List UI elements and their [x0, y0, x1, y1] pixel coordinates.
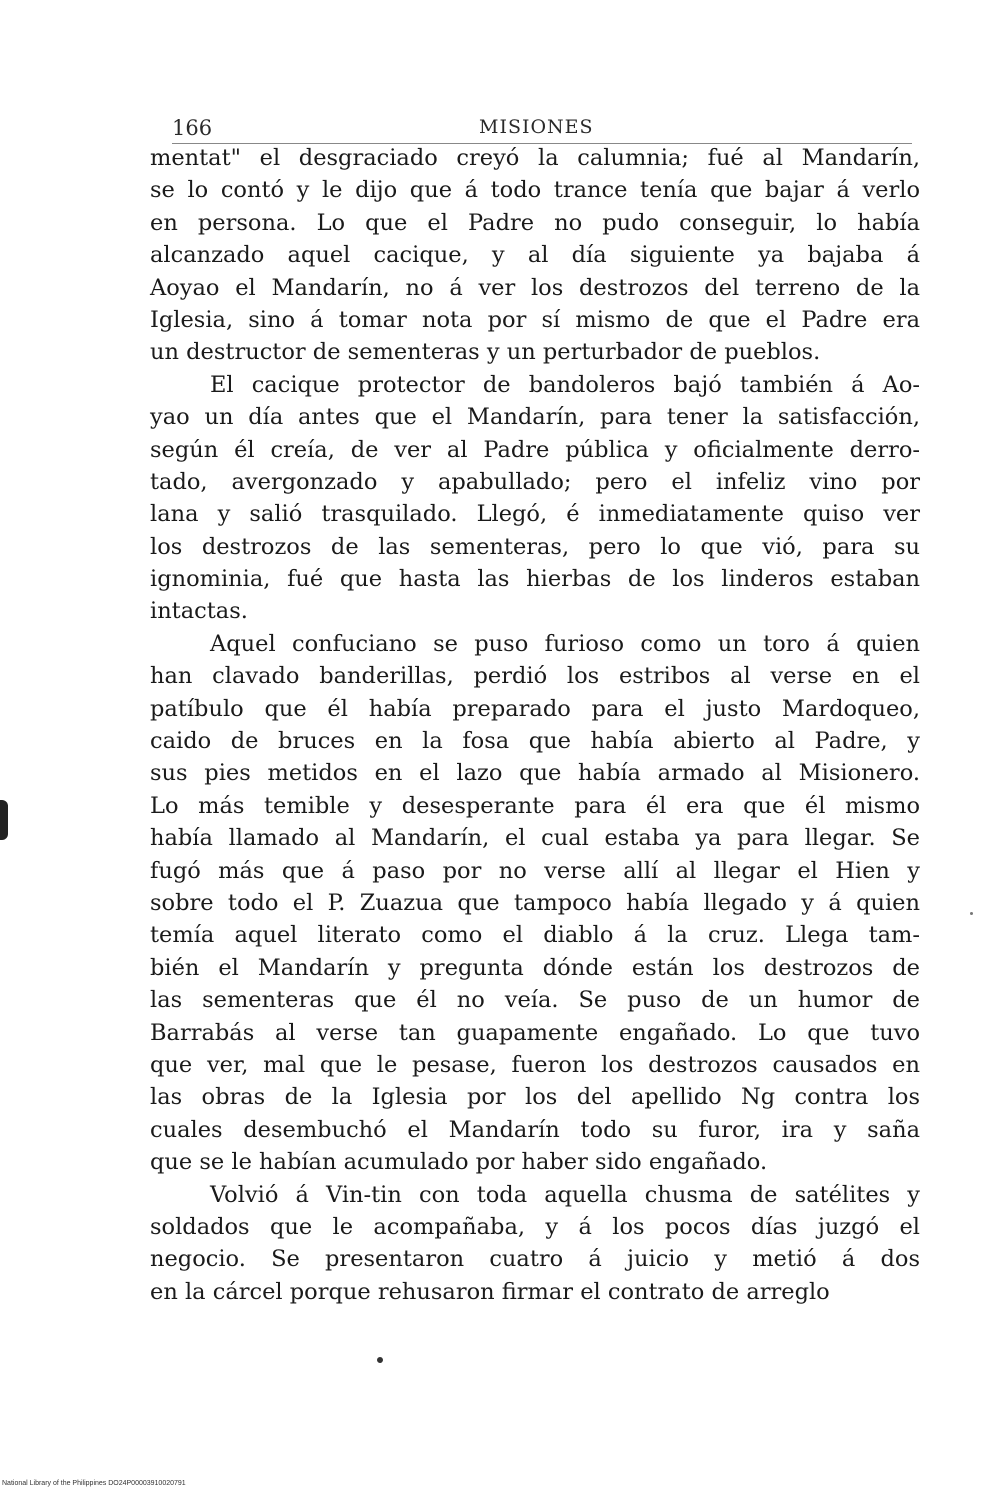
text-line: un destructor de sementeras y un perturbador de pueblos. [150, 339, 821, 366]
scan-edge-mark [0, 800, 8, 840]
text-line: en la cárcel porque rehusaron firmar el contrato de arreglo [150, 1278, 830, 1305]
running-head: MISIONES [479, 116, 594, 138]
ink-dot [377, 1357, 383, 1363]
text-line: las obras de la Iglesia por los del apellido Ng contra los [150, 1084, 920, 1111]
text-line: patíbulo que él había preparado para el justo Mardoqueo, [150, 695, 920, 722]
text-line: Aoyao el Mandarín, no á ver los destrozos del terreno de la [150, 274, 920, 301]
text-line: se lo contó y le dijo que á todo trance tenía que bajar á verlo [150, 177, 920, 204]
text-line: cuales desembuchó el Mandarín todo su furor, ira y saña [150, 1116, 920, 1143]
text-line: yao un día antes que el Mandarín, para tener la satisfacción, [150, 404, 920, 431]
text-line: temía aquel literato como el diablo á la cruz. Llega tam- [150, 922, 920, 949]
text-line: Aquel confuciano se puso furioso como un toro á quien [210, 630, 920, 657]
text-line: Lo más temible y desesperante para él era que él mismo [150, 792, 920, 819]
body-text [150, 142, 920, 1308]
text-line: sus pies metidos en el lazo que había armado al Misionero. [150, 760, 920, 787]
text-line: que se le habían acumulado por haber sido engañado. [150, 1149, 768, 1176]
page-number: 166 [172, 116, 213, 140]
text-line: ignominia, fué que hasta las hierbas de los linderos estaban [150, 566, 920, 593]
text-line: alcanzado aquel cacique, y al día siguiente ya bajaba á [150, 242, 920, 269]
text-line: soldados que le acompañaba, y á los pocos días juzgó el [150, 1213, 920, 1240]
text-line: que ver, mal que le pesase, fueron los destrozos causados en [150, 1051, 920, 1078]
text-line: mentat" el desgraciado creyó la calumnia; fué al Mandarín, [150, 145, 920, 171]
text-line: las sementeras que él no veía. Se puso de un humor de [150, 987, 920, 1014]
text-line: Barrabás al verse tan guapamente engañado. Lo que tuvo [150, 1019, 920, 1046]
text-line: bién el Mandarín y pregunta dónde están los destrozos de [150, 954, 920, 981]
text-line: intactas. [150, 598, 248, 625]
text-line: han clavado banderillas, perdió los estribos al verse en el [150, 663, 920, 690]
text-line: los destrozos de las sementeras, pero lo que vió, para su [150, 533, 920, 560]
footer-credit: National Library of the Philippines DO24P00003910020791 [2, 1480, 186, 1487]
text-line: lana y salió trasquilado. Llegó, é inmediatamente quiso ver [150, 501, 920, 528]
text-line: en persona. Lo que el Padre no pudo conseguir, lo había [150, 209, 920, 236]
text-line: El cacique protector de bandoleros bajó también á Ao- [210, 371, 920, 398]
text-line: según él creía, de ver al Padre pública y oficialmente derro- [150, 436, 920, 463]
text-line: negocio. Se presentaron cuatro á juicio y metió á dos [150, 1246, 920, 1273]
text-line: fugó más que á paso por no verse allí al llegar el Hien y [150, 857, 920, 884]
text-line: caido de bruces en la fosa que había abierto al Padre, y [150, 728, 920, 755]
text-line: sobre todo el P. Zuazua que tampoco había llegado y á quien [150, 889, 920, 916]
text-line: tado, avergonzado y apabullado; pero el infeliz vino por [150, 468, 920, 495]
page-header [172, 112, 912, 142]
ink-speck [970, 912, 973, 915]
text-line: Volvió á Vin-tin con toda aquella chusma de satélites y [210, 1181, 920, 1208]
text-line: había llamado al Mandarín, el cual estaba ya para llegar. Se [150, 825, 920, 852]
text-line: Iglesia, sino á tomar nota por sí mismo de que el Padre era [150, 306, 920, 333]
